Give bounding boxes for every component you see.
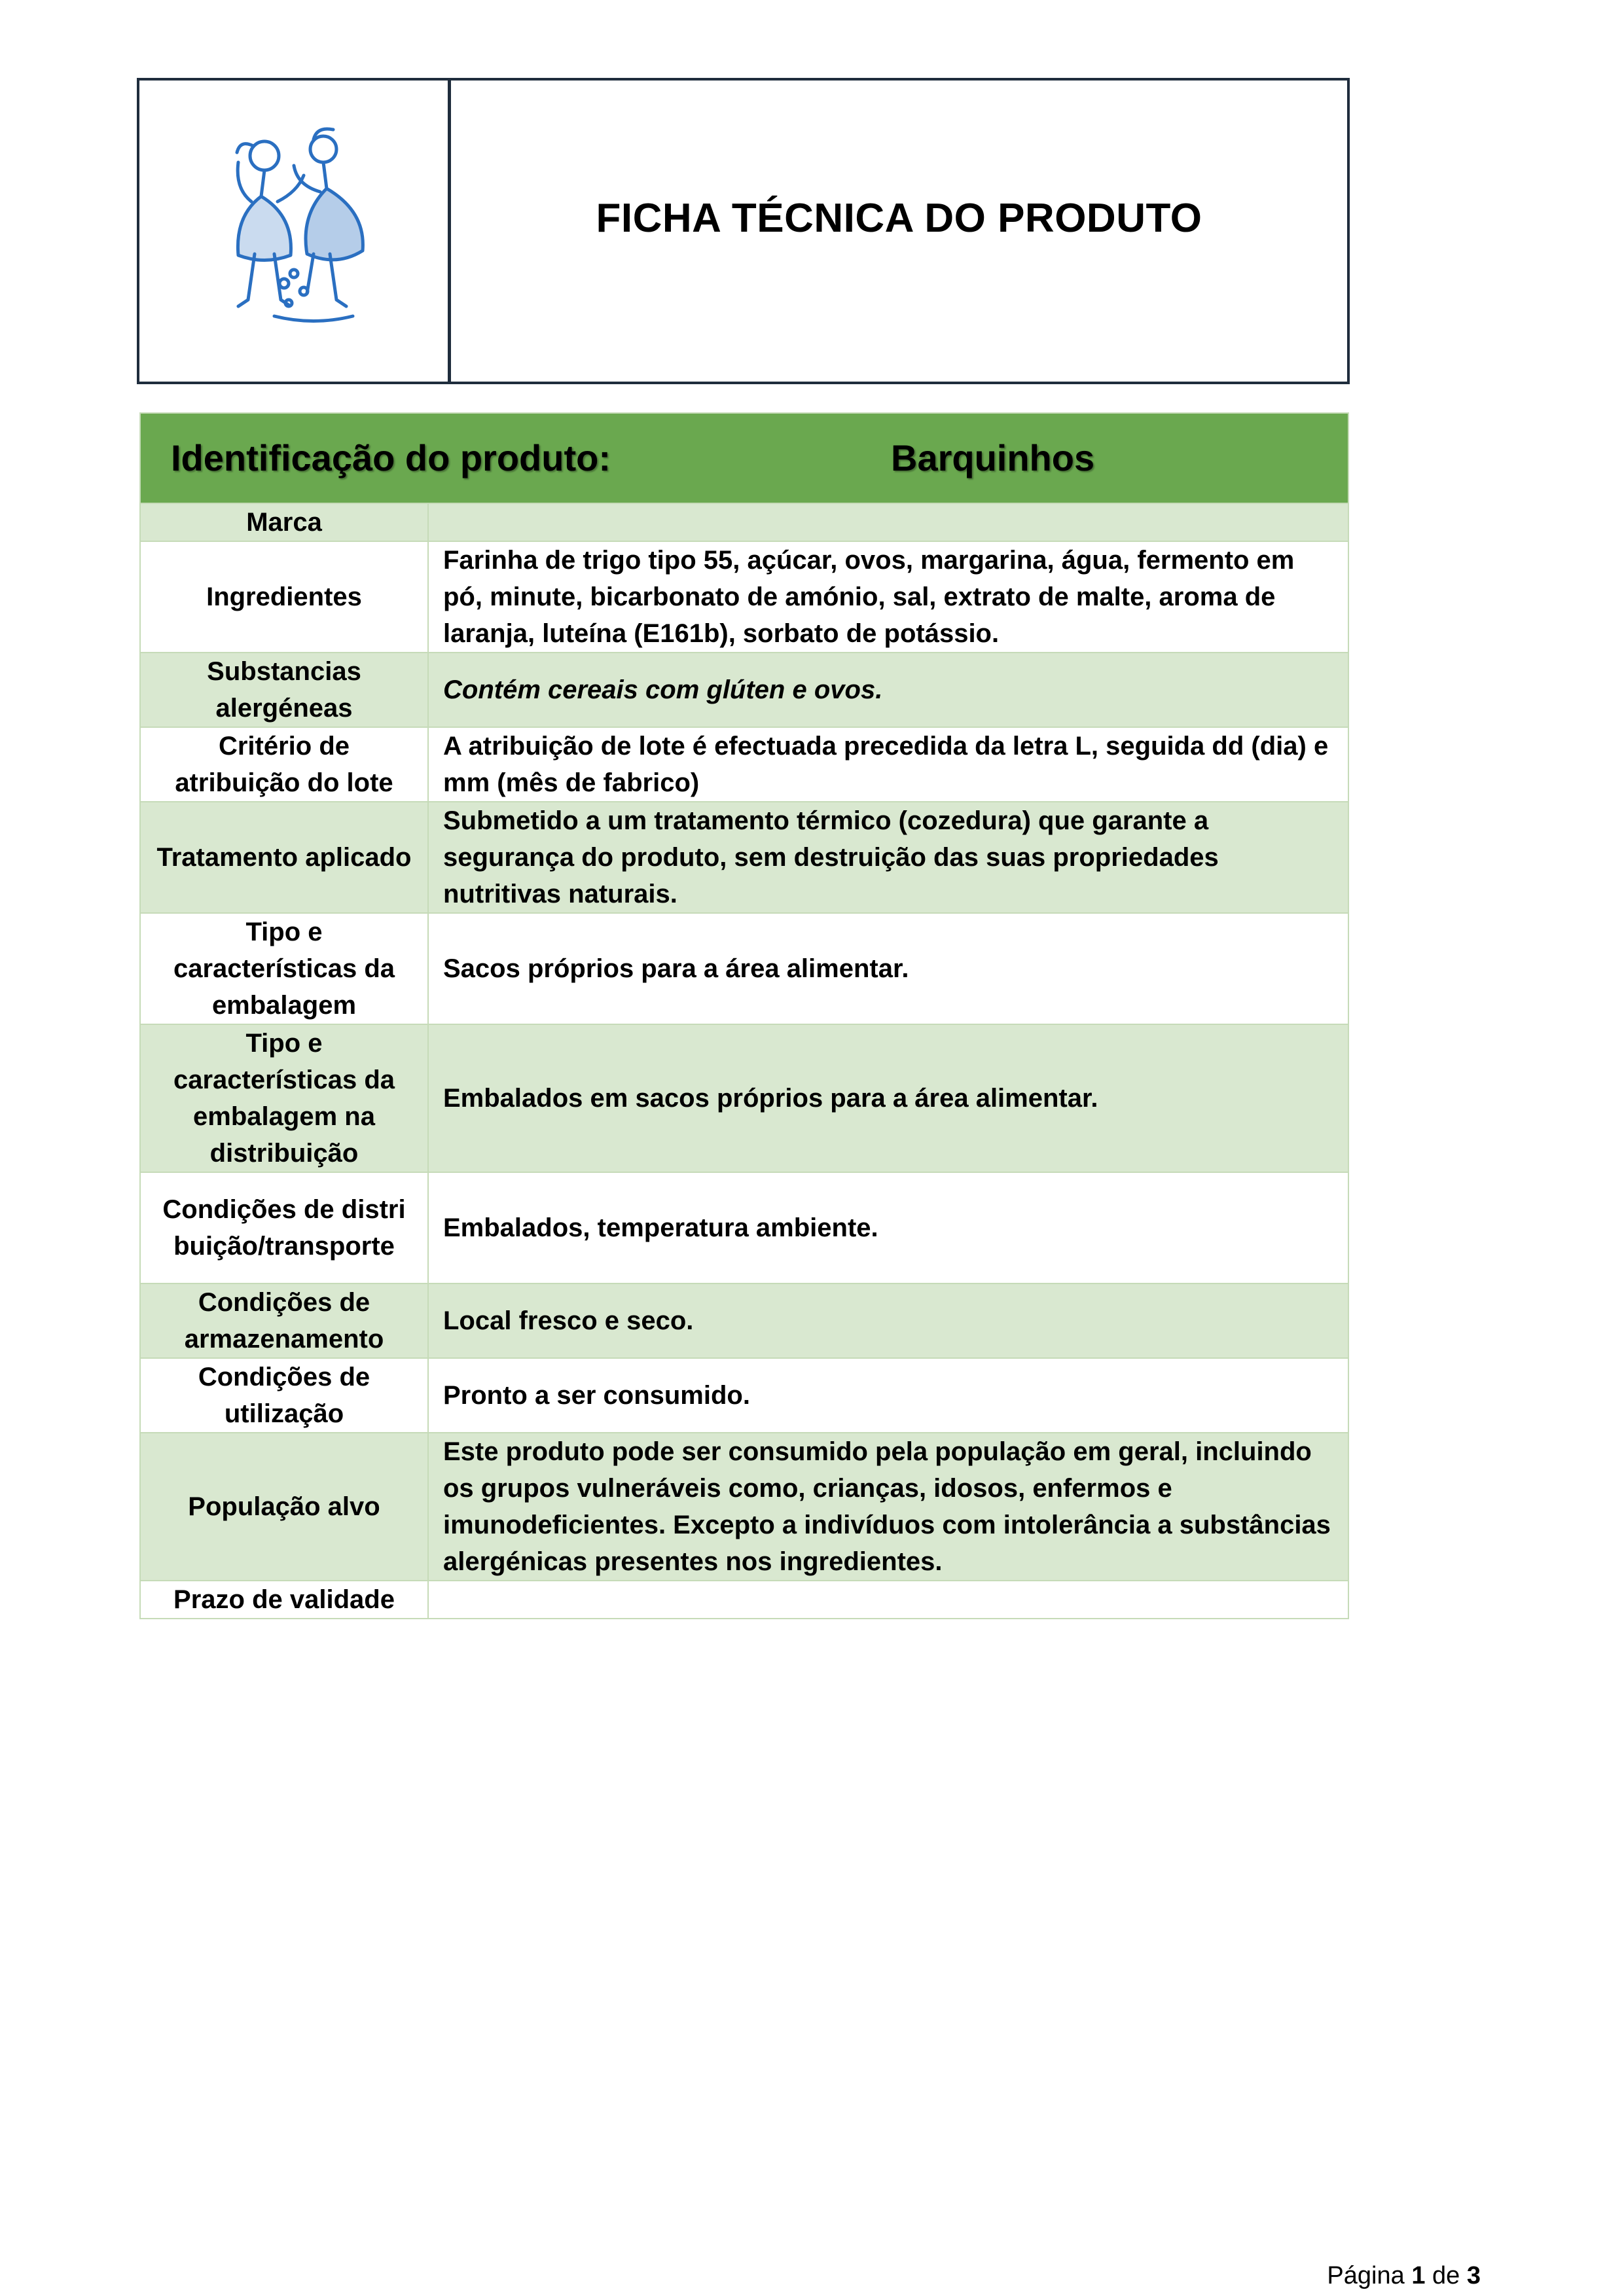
row-value: Este produto pode ser consumido pela população em geral, incluindo os grupos vulneráveis como, crianças, idosos, enfermos e imunodeficientes. Excepto a indivíduos com intolerância a substâncias alergénicas presentes nos ingredientes. <box>428 1433 1348 1581</box>
table-row <box>140 913 1348 1024</box>
row-label: Substancias alergéneas <box>140 653 428 727</box>
row-label: Ingredientes <box>140 541 428 653</box>
table-row <box>140 802 1348 913</box>
table-row <box>140 503 1348 541</box>
row-label: Marca <box>140 503 428 541</box>
document-title: FICHA TÉCNICA DO PRODUTO <box>596 195 1202 241</box>
document-header <box>137 78 1350 384</box>
table-row <box>140 653 1348 727</box>
logo-cell <box>139 81 451 382</box>
row-label: População alvo <box>140 1433 428 1581</box>
product-id-label: Identificação do produto: <box>171 437 611 478</box>
table-row <box>140 1358 1348 1433</box>
row-value: Pronto a ser consumido. <box>428 1358 1348 1433</box>
title-cell <box>451 81 1347 382</box>
row-value <box>428 1581 1348 1619</box>
row-value: Embalados em sacos próprios para a área alimentar. <box>428 1024 1348 1172</box>
row-label: Prazo de validade <box>140 1581 428 1619</box>
table-row <box>140 727 1348 802</box>
row-label: Condições de distribuição/transporte <box>140 1172 428 1283</box>
row-label: Tipo e características da embalagem na distribuição <box>140 1024 428 1172</box>
row-value <box>428 503 1348 541</box>
row-label: Condições de armazenamento <box>140 1283 428 1358</box>
page-word: Página <box>1327 2262 1405 2289</box>
table-row <box>140 1283 1348 1358</box>
table-row <box>140 541 1348 653</box>
page-footer <box>1327 2262 1481 2290</box>
product-identification-banner <box>140 413 1348 503</box>
table-row <box>140 1433 1348 1581</box>
row-label: Tratamento aplicado <box>140 802 428 913</box>
children-playing-logo-icon <box>215 120 372 342</box>
row-value: Local fresco e seco. <box>428 1283 1348 1358</box>
row-value: Submetido a um tratamento térmico (cozedura) que garante a segurança do produto, sem destruição das suas propriedades nutritivas naturais. <box>428 802 1348 913</box>
table-row <box>140 1172 1348 1283</box>
page-total: 3 <box>1466 2262 1481 2289</box>
row-value: Contém cereais com glúten e ovos. <box>428 653 1348 727</box>
row-value: Sacos próprios para a área alimentar. <box>428 913 1348 1024</box>
row-value: Farinha de trigo tipo 55, açúcar, ovos, margarina, água, fermento em pó, minute, bicarbonato de amónio, sal, extrato de malte, aroma de laranja, luteína (E161b), sorbato de potássio. <box>428 541 1348 653</box>
table-row <box>140 1024 1348 1172</box>
product-name: Barquinhos <box>891 437 1095 478</box>
page-current: 1 <box>1411 2262 1426 2289</box>
row-value: A atribuição de lote é efectuada precedida da letra L, seguida dd (dia) e mm (mês de fabrico) <box>428 727 1348 802</box>
row-label: Tipo e características da embalagem <box>140 913 428 1024</box>
product-spec-table <box>139 412 1349 1619</box>
row-value: Embalados, temperatura ambiente. <box>428 1172 1348 1283</box>
row-label: Critério de atribuição do lote <box>140 727 428 802</box>
table-row <box>140 1581 1348 1619</box>
row-label: Condições de utilização <box>140 1358 428 1433</box>
of-word: de <box>1432 2262 1460 2289</box>
